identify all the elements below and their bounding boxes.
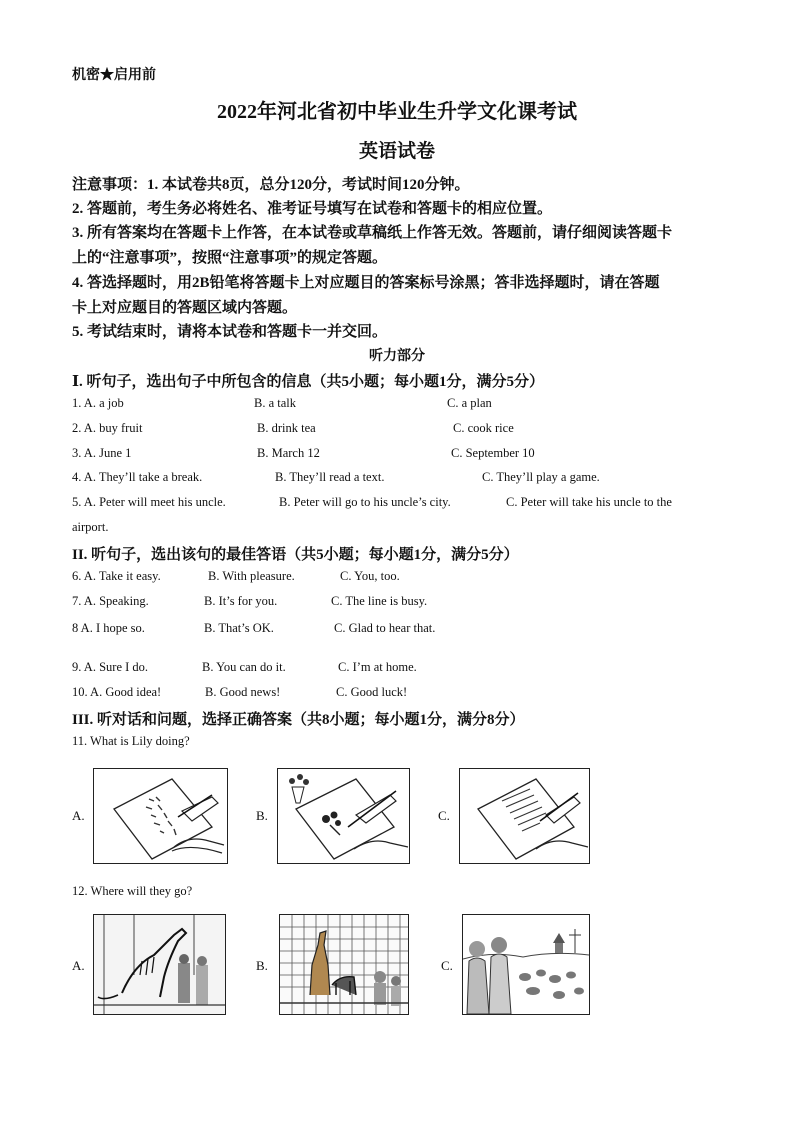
picture-farm-svg: [463, 915, 589, 1014]
exam-title: 2022年河北省初中毕业生升学文化课考试: [217, 101, 577, 123]
option: B. They’ll read a text.: [275, 470, 385, 484]
option: B. a talk: [254, 396, 297, 410]
option-label: A.: [72, 958, 85, 973]
option: B. Good news!: [205, 685, 281, 699]
question-text: 11. What is Lily doing?: [72, 734, 190, 748]
picture-zoo: [279, 914, 409, 1015]
note-line: 注意事项：1. 本试卷共8页，总分120分，考试时间120分钟。: [72, 177, 470, 193]
option: C. cook rice: [453, 421, 514, 435]
option: B. March 12: [257, 446, 320, 460]
option-label: C.: [438, 808, 450, 823]
picture-writing-english-svg: [460, 769, 589, 863]
option: B. You can do it.: [202, 660, 286, 674]
note-line: 2. 答题前，考生务必将姓名、准考证号填写在试卷和答题卡的相应位置。: [72, 201, 553, 217]
note-line: 4. 答选择题时，用2B铅笔将答题卡上对应题目的答案标号涂黑；答非选择题时，请在答题: [72, 275, 660, 291]
option: B. Peter will go to his uncle’s city.: [279, 495, 451, 509]
option: C. Peter will take his uncle to the: [506, 495, 672, 509]
option: C. Good luck!: [336, 685, 408, 699]
picture-museum-svg: [94, 915, 225, 1014]
option: airport.: [72, 520, 109, 534]
option-label: B.: [256, 808, 268, 823]
section-heading: III. 听对话和问题，选择正确答案（共8小题；每小题1分，满分8分）: [72, 712, 525, 728]
option: B. With pleasure.: [208, 569, 295, 583]
picture-museum: [93, 914, 226, 1015]
option: 3. A. June 1: [72, 446, 132, 460]
section-heading: II. 听句子，选出该句的最佳答语（共5小题；每小题1分，满分5分）: [72, 547, 519, 563]
option: C. I’m at home.: [338, 660, 417, 674]
note-line: 3. 所有答案均在答题卡上作答，在本试卷或草稿纸上作答无效。答题前，请仔细阅读答题卡: [72, 225, 673, 241]
option-label: A.: [72, 808, 85, 823]
option: C. a plan: [447, 396, 492, 410]
listening-heading: 听力部分: [369, 349, 425, 364]
option: B. drink tea: [257, 421, 316, 435]
section-heading: Ⅰ. 听句子，选出句子中所包含的信息（共5小题；每小题1分，满分5分）: [72, 374, 545, 390]
picture-farm: [462, 914, 590, 1015]
option: 2. A. buy fruit: [72, 421, 143, 435]
option: 6. A. Take it easy.: [72, 569, 161, 583]
option-label: B.: [256, 958, 268, 973]
option: 9. A. Sure I do.: [72, 660, 149, 674]
option: 8 A. I hope so.: [72, 621, 145, 635]
option: B. It’s for you.: [204, 594, 278, 608]
note-line: 上的“注意事项”，按照“注意事项”的规定答题。: [72, 250, 388, 266]
option: B. That’s OK.: [204, 621, 274, 635]
picture-writing-english: [459, 768, 590, 864]
exam-subtitle: 英语试卷: [358, 141, 435, 162]
picture-drawing-flowers: [277, 768, 410, 864]
option: 5. A. Peter will meet his uncle.: [72, 495, 226, 509]
confidential-mark: 机密★启用前: [72, 68, 156, 83]
picture-writing-chinese-svg: [94, 769, 227, 863]
option: C. You, too.: [340, 569, 400, 583]
option: C. They’ll play a game.: [482, 470, 600, 484]
option: 1. A. a job: [72, 396, 124, 410]
option: C. Glad to hear that.: [334, 621, 436, 635]
option: 10. A. Good idea!: [72, 685, 162, 699]
picture-writing-chinese: [93, 768, 228, 864]
picture-drawing-flowers-svg: [278, 769, 409, 863]
option: 7. A. Speaking.: [72, 594, 149, 608]
note-line: 卡上对应题目的答题区域内答题。: [72, 300, 298, 316]
question-text: 12. Where will they go?: [72, 884, 193, 898]
note-line: 5. 考试结束时，请将本试卷和答题卡一并交回。: [72, 324, 388, 340]
picture-zoo-svg: [280, 915, 408, 1014]
option: C. The line is busy.: [331, 594, 428, 608]
option-label: C.: [441, 958, 453, 973]
option: 4. A. They’ll take a break.: [72, 470, 203, 484]
option: C. September 10: [451, 446, 535, 460]
